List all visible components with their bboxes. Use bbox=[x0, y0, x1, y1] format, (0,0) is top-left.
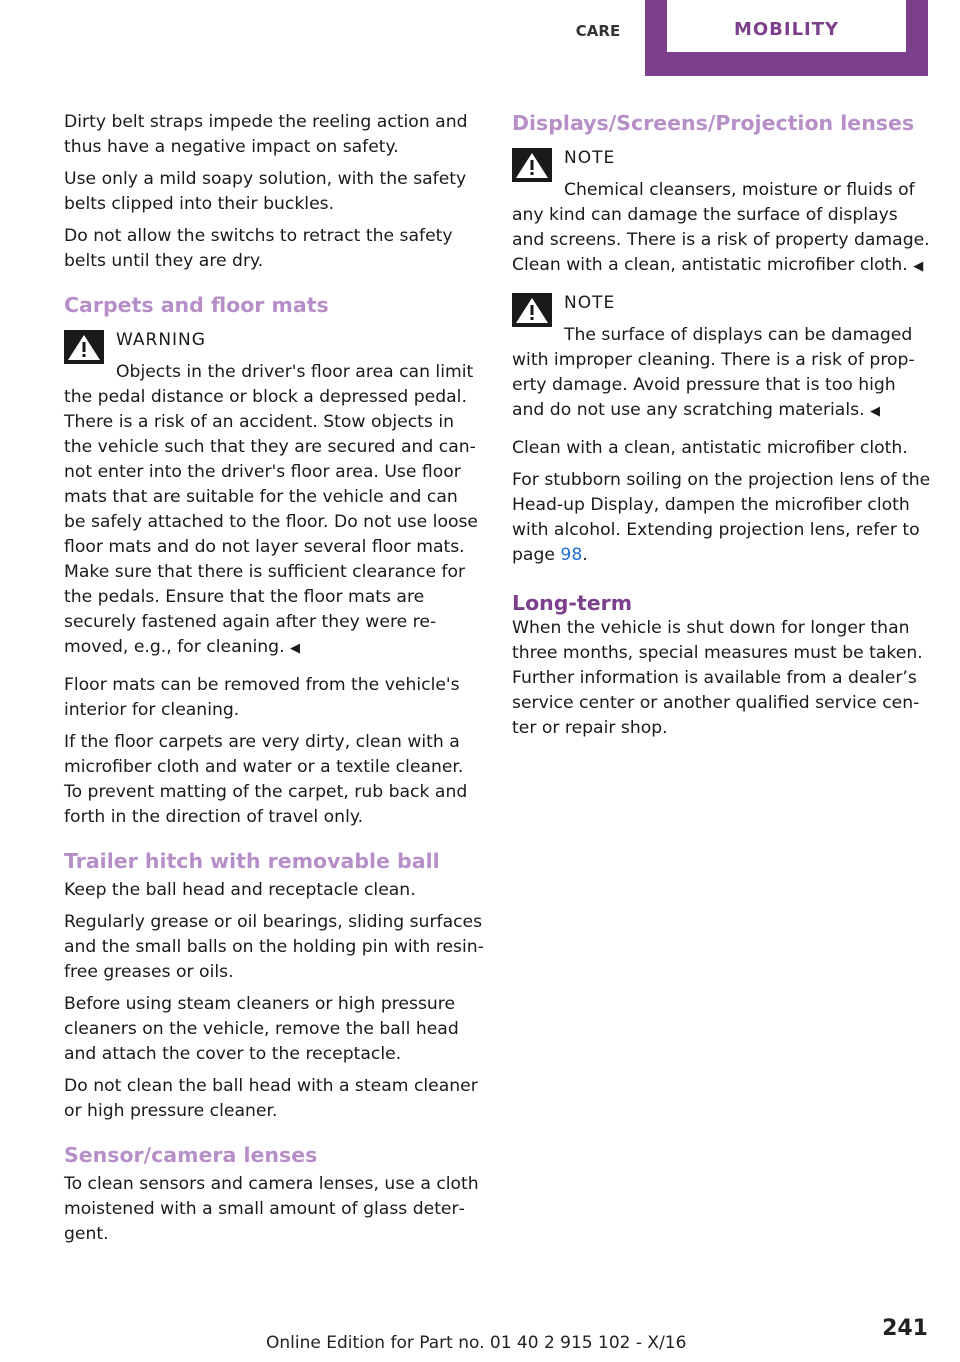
paragraph-grease: Regularly grease or oil bearings, sliding surfaces and the small balls on the holding pin with resin-free greases or oils. bbox=[64, 912, 484, 982]
page-number: 241 bbox=[882, 1316, 928, 1341]
paragraph-long-term: When the vehicle is shut down for longer than three months, special measures must be taken. Further information is available from a dealer’s service center or another qualified service center or repair shop. bbox=[512, 618, 923, 738]
header-section-care: CARE bbox=[575, 22, 621, 40]
heading-sensor-lenses: Sensor/camera lenses bbox=[64, 1143, 318, 1167]
paragraph-mats-removed: Floor mats can be removed from the vehicle's interior for cleaning. bbox=[64, 675, 460, 720]
note-text: The surface of displays can be damaged with improper cleaning. There is a risk of property damage. Avoid pressure that is too high and do not use any scratching materials. bbox=[512, 325, 915, 420]
stubborn-text: For stubborn soiling on the projection lens of the Head-up Display, dampen the microfiber cloth with alcohol. Extending projection lens, refer to page bbox=[512, 470, 931, 565]
heading-displays: Displays/Screens/Projection lenses bbox=[512, 111, 915, 135]
note-block-1 bbox=[512, 146, 932, 279]
paragraph-soapy-solution: Use only a mild soapy solution, with the safety belts clipped into their buckles. bbox=[64, 169, 467, 214]
header-tab-frame bbox=[645, 0, 928, 76]
end-mark-icon: ◀ bbox=[870, 404, 880, 419]
note-text: Chemical cleansers, moisture or fluids of any kind can damage the surface of displays and screens. There is a risk of property damage. Clean with a clean, antistatic microfiber cloth. bbox=[512, 180, 930, 275]
end-mark-icon: ◀ bbox=[913, 259, 924, 274]
paragraph-dry-belts: Do not allow the switchs to retract the safety belts until they are dry. bbox=[64, 226, 453, 271]
heading-long-term: Long-term bbox=[512, 591, 633, 615]
paragraph-carpets-dirty: If the floor carpets are very dirty, clean with a microfiber cloth and water or a textile cleaner. To prevent matting of the carpet, rub back and forth in the direction of travel only. bbox=[64, 732, 468, 827]
warning-triangle-icon bbox=[512, 148, 552, 182]
header-section-mobility: MOBILITY bbox=[667, 0, 906, 52]
paragraph-stubborn-soiling bbox=[512, 468, 932, 568]
paragraph-steam-not: Do not clean the ball head with a steam cleaner or high pressure cleaner. bbox=[64, 1076, 478, 1121]
footer-edition: Online Edition for Part no. 01 40 2 915 102 - X/16 bbox=[266, 1333, 687, 1353]
left-column bbox=[64, 110, 484, 1254]
warning-label: WARNING bbox=[116, 330, 206, 350]
note-label: NOTE bbox=[564, 293, 616, 313]
page-reference-link[interactable]: 98 bbox=[560, 545, 583, 565]
paragraph-ball-clean: Keep the ball head and receptacle clean. bbox=[64, 880, 416, 900]
paragraph-dirty-belts: Dirty belt straps impede the reeling action and thus have a negative impact on safety. bbox=[64, 112, 468, 157]
note-label: NOTE bbox=[564, 148, 616, 168]
warning-block bbox=[64, 328, 484, 661]
paragraph-steam-before: Before using steam cleaners or high pressure cleaners on the vehicle, remove the ball head and attach the cover to the receptacle. bbox=[64, 994, 459, 1064]
heading-trailer-hitch: Trailer hitch with removable ball bbox=[64, 849, 440, 873]
right-column bbox=[512, 110, 932, 748]
end-mark-icon: ◀ bbox=[290, 641, 301, 656]
warning-text: Objects in the driver's floor area can limit the pedal distance or block a depressed pedal. There is a risk of an accident. Stow objects in the vehicle such that they are secured and cannot enter into the driver's floor area. Use floor mats that are suitable for the vehicle and can be safely attached to the floor. Do not use loose floor mats and do not layer several floor mats. Make sure that there is sufficient clearance for the pedals. Ensure that the floor mats are securely fastened again after they were removed, e.g., for cleaning. bbox=[64, 362, 479, 657]
note-block-2 bbox=[512, 291, 932, 424]
heading-carpets: Carpets and floor mats bbox=[64, 293, 329, 317]
warning-triangle-icon bbox=[512, 293, 552, 327]
paragraph-clean-cloth: Clean with a clean, antistatic microfiber cloth. bbox=[512, 438, 908, 458]
stubborn-text-end: . bbox=[582, 545, 588, 565]
paragraph-sensor: To clean sensors and camera lenses, use a cloth moistened with a small amount of glass detergent. bbox=[64, 1174, 479, 1244]
warning-triangle-icon bbox=[64, 330, 104, 364]
